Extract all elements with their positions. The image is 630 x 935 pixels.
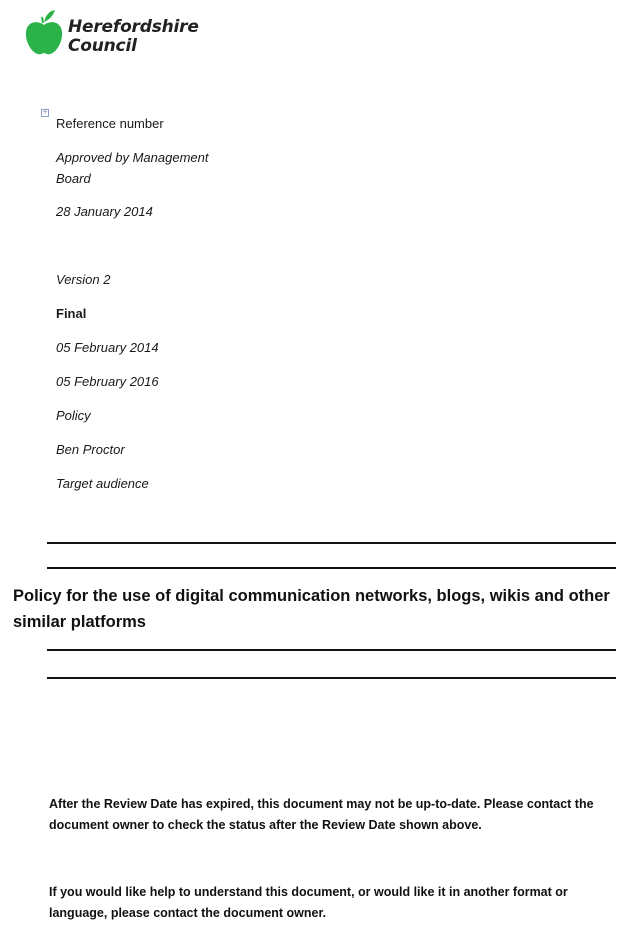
document-owner: Ben Proctor bbox=[56, 442, 125, 457]
review-notice-line-2: document owner to check the status after the Review Date shown above. bbox=[49, 818, 482, 832]
reference-number: Reference number bbox=[56, 116, 164, 131]
issue-date: 05 February 2014 bbox=[56, 340, 159, 355]
policy-title bbox=[13, 583, 613, 635]
policy-title-line-1: Policy for the use of digital communication networks, blogs, wikis and other bbox=[13, 587, 610, 605]
approved-by-line-1: Approved by Management bbox=[56, 150, 209, 165]
review-date: 05 February 2016 bbox=[56, 374, 159, 389]
logo-wordmark bbox=[68, 18, 199, 56]
help-notice-line-1: If you would like help to understand this document, or would like it in another format or bbox=[49, 885, 568, 899]
version: Version 2 bbox=[56, 272, 111, 287]
help-notice bbox=[49, 882, 621, 924]
divider-top-1 bbox=[47, 542, 616, 544]
logo-line-2: Council bbox=[68, 36, 137, 56]
review-notice-line-1: After the Review Date has expired, this document may not be up-to-date. Please contact the bbox=[49, 797, 594, 811]
document-status: Final bbox=[56, 306, 87, 321]
document-category: Policy bbox=[56, 408, 91, 423]
review-notice bbox=[49, 794, 621, 836]
council-logo bbox=[24, 8, 214, 60]
target-audience: Target audience bbox=[56, 476, 149, 491]
apple-icon bbox=[24, 8, 64, 56]
help-notice-line-2: language, please contact the document owner. bbox=[49, 906, 327, 920]
divider-bottom-1 bbox=[47, 649, 616, 651]
divider-top-2 bbox=[47, 567, 616, 569]
policy-title-line-2: similar platforms bbox=[13, 613, 146, 631]
approved-date: 28 January 2014 bbox=[56, 204, 153, 219]
table-move-handle-icon[interactable]: + bbox=[42, 109, 48, 116]
divider-bottom-2 bbox=[47, 677, 616, 679]
logo-line-1: Herefordshire bbox=[68, 17, 199, 37]
approved-by-line-2: Board bbox=[56, 171, 91, 186]
